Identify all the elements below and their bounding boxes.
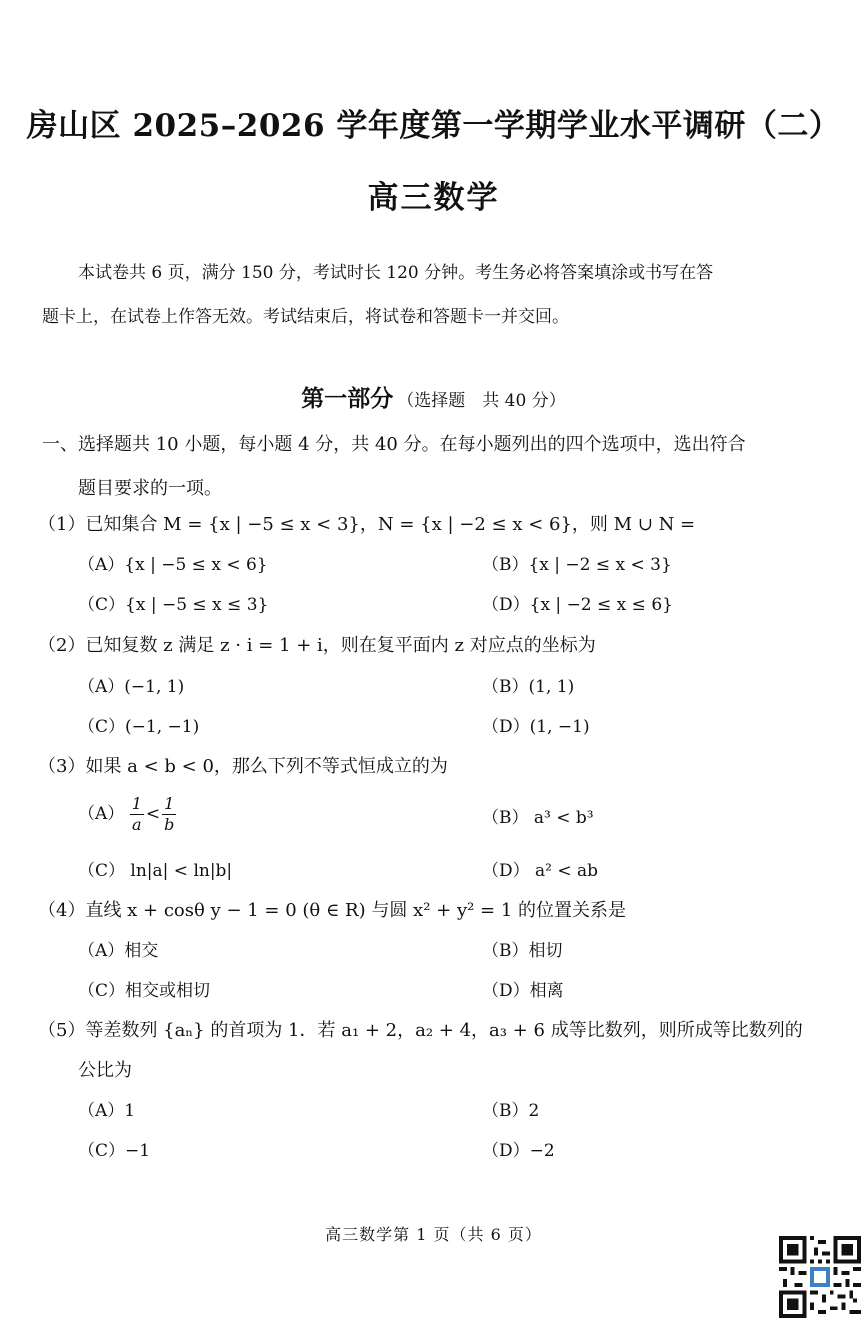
fraction-1-denominator: a [132,815,142,834]
section-note: （选择题 共 40 分） [397,391,566,411]
question-2-stem: （2）已知复数 z 满足 z · i = 1 + i，则在复平面内 z 对应点的坐标为 [38,635,596,656]
question-2-option-c: （C）(−1, −1) [78,717,200,737]
question-2-option-b: （B）(1, 1) [482,677,575,697]
question-1-option-c: （C）{x | −5 ≤ x ≤ 3} [78,595,269,615]
question-3-option-d: （D） a² < ab [482,861,599,881]
question-1-option-a: （A）{x | −5 ≤ x < 6} [78,555,268,575]
question-4-option-a: （A）相交 [78,941,159,961]
question-4-option-c: （C）相交或相切 [78,981,211,1001]
question-3-option-c: （C） ln|a| < ln|b| [78,861,233,881]
instructions-line-1: 一、选择题共 10 小题，每小题 4 分，共 40 分。在每小题列出的四个选项中，选出符合 [42,434,746,455]
question-1-option-b: （B）{x | −2 ≤ x < 3} [482,555,672,575]
page-title: 房山区 2025–2026 学年度第一学期学业水平调研（二） [26,108,841,144]
intro-line-2: 题卡上，在试卷上作答无效。考试结束后，将试卷和答题卡一并交回。 [42,307,569,327]
fraction-2-numerator: 1 [164,794,175,813]
fraction-1-numerator: 1 [131,794,142,813]
question-5-option-b: （B）2 [482,1101,540,1121]
question-3-option-b: （B） a³ < b³ [482,808,594,828]
question-4-option-b: （B）相切 [482,941,563,961]
question-1-option-d: （D）{x | −2 ≤ x ≤ 6} [482,595,673,615]
question-5-option-a: （A）1 [78,1101,136,1121]
page-footer: 高三数学第 1 页（共 6 页） [325,1225,542,1244]
section-title: 第一部分 [301,385,394,412]
less-than-operator: < [145,804,161,824]
fraction-1-over-a [130,794,144,835]
question-4-option-d: （D）相离 [482,981,564,1001]
subject-title: 高三数学 [367,180,500,216]
question-5-stem-continued: 公比为 [78,1060,132,1081]
question-5-stem: （5）等差数列 {aₙ} 的首项为 1．若 a₁ + 2，a₂ + 4，a₃ + 6 成等比数列，则所成等比数列的 [38,1020,803,1041]
question-3-stem: （3）如果 a < b < 0，那么下列不等式恒成立的为 [38,756,448,777]
intro-line-1: 本试卷共 6 页，满分 150 分，考试时长 120 分钟。考生务必将答案填涂或书写在答 [78,263,714,283]
question-5-option-d: （D）−2 [482,1141,555,1161]
section-heading [0,380,867,413]
question-5-option-c: （C）−1 [78,1141,151,1161]
question-3-option-a-label: （A） [78,804,125,824]
fraction-1-over-b [162,794,176,835]
question-2-option-a: （A）(−1, 1) [78,677,185,697]
fraction-2-denominator: b [164,815,175,834]
question-2-option-d: （D）(1, −1) [482,717,590,737]
qr-code-icon [779,1236,861,1318]
question-1-stem: （1）已知集合 M = {x | −5 ≤ x < 3}，N = {x | −2 ≤ x < 6}，则 M ∪ N = [38,514,696,535]
question-3-option-a [78,794,176,835]
instructions-line-2: 题目要求的一项。 [78,478,222,499]
question-4-stem: （4）直线 x + cosθ y − 1 = 0 (θ ∈ R) 与圆 x² + y² = 1 的位置关系是 [38,900,627,921]
